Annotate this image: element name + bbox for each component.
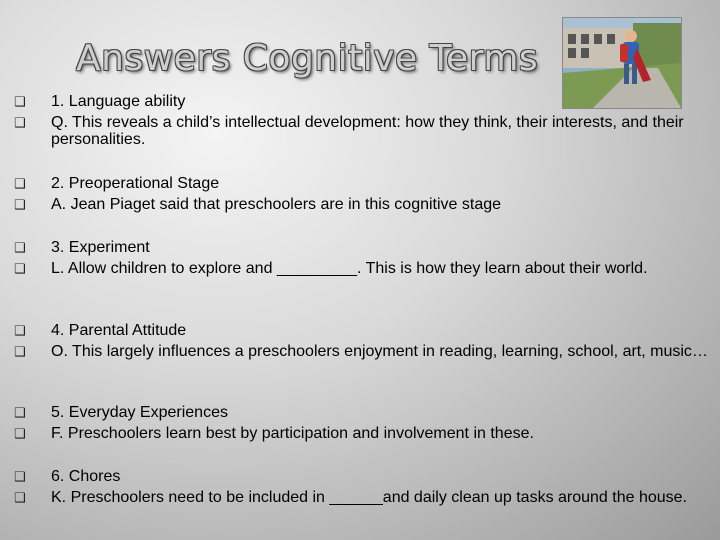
clue-text: K. Preschoolers need to be included in ______and daily clean up tasks around the house.: [51, 489, 687, 506]
term-text: 2. Preoperational Stage: [51, 175, 220, 192]
checkbox-bullet-icon: ❑: [14, 427, 26, 442]
checkbox-bullet-icon: ❑: [14, 116, 26, 131]
slide-title: Answers Cognitive Terms: [76, 38, 539, 79]
term-text: 6. Chores: [51, 468, 121, 485]
checkbox-bullet-icon: ❑: [14, 241, 26, 256]
checkbox-bullet-icon: ❑: [14, 177, 26, 192]
checkbox-bullet-icon: ❑: [14, 95, 26, 110]
term-text: 1. Language ability: [51, 93, 186, 110]
clue-text: O. This largely influences a preschoolers enjoyment in reading, learning, school, art, music…: [51, 343, 708, 360]
term-text: 5. Everyday Experiences: [51, 404, 228, 421]
checkbox-bullet-icon: ❑: [14, 262, 26, 277]
checkbox-bullet-icon: ❑: [14, 470, 26, 485]
term-text: 4. Parental Attitude: [51, 322, 187, 339]
checkbox-bullet-icon: ❑: [14, 491, 26, 506]
clue-text: L. Allow children to explore and _________. This is how they learn about their world.: [51, 260, 648, 277]
term-text: 3. Experiment: [51, 239, 150, 256]
checkbox-bullet-icon: ❑: [14, 406, 26, 421]
clue-text: F. Preschoolers learn best by participation and involvement in these.: [51, 425, 534, 442]
checkbox-bullet-icon: ❑: [14, 324, 26, 339]
clue-text: Q. This reveals a child’s intellectual development: how they think, their interests, and their personalities.: [51, 114, 684, 148]
checkbox-bullet-icon: ❑: [14, 345, 26, 360]
clue-text: A. Jean Piaget said that preschoolers are in this cognitive stage: [51, 196, 502, 213]
checkbox-bullet-icon: ❑: [14, 198, 26, 213]
